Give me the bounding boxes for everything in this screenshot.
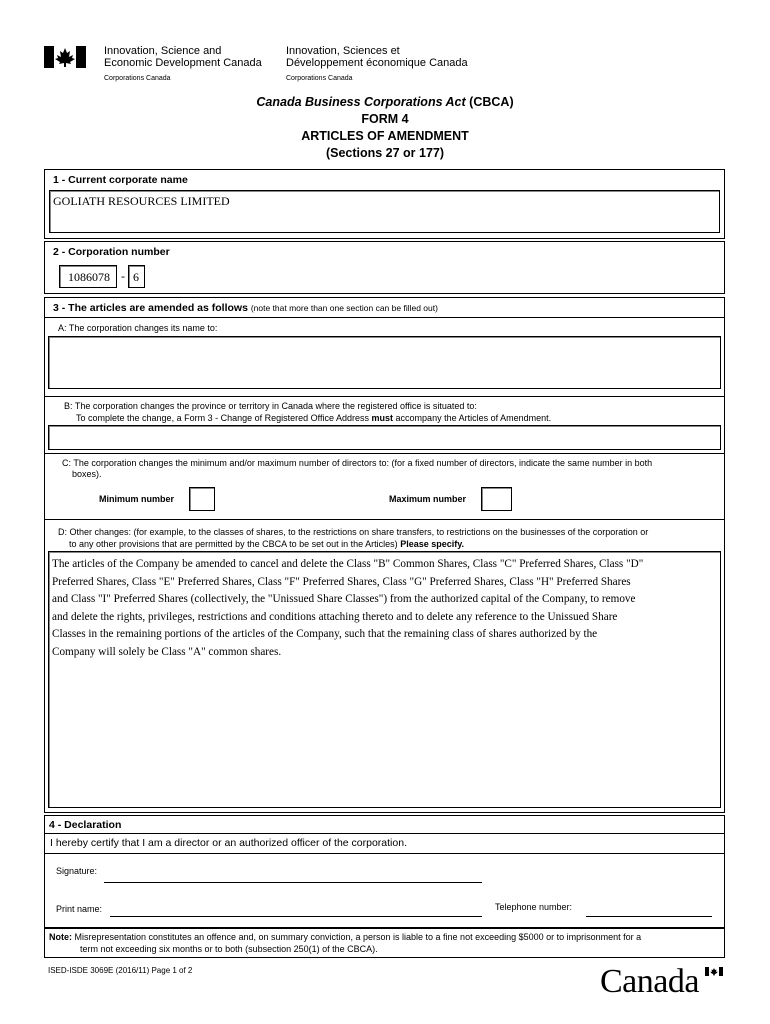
- province-field[interactable]: [48, 425, 721, 450]
- section4-heading: 4 - Declaration: [49, 819, 122, 831]
- dept-en-line2: Economic Development Canada: [104, 57, 262, 69]
- section3-heading: 3 - The articles are amended as follows: [53, 302, 248, 314]
- part-d-text-a: to any other provisions that are permitted by the CBCA to be set out in the Articles): [69, 539, 398, 549]
- act-abbr: (CBCA): [469, 95, 514, 109]
- check-digit-value: 6: [133, 270, 139, 284]
- signature-line[interactable]: [104, 882, 482, 883]
- note-text: Misrepresentation constitutes an offence and, on summary conviction, a person is liable to a fine not exceeding $5000 or to imprisonment for a: [74, 932, 642, 942]
- max-directors-label: Maximum number: [389, 494, 467, 504]
- other-changes-line: and delete the rights, privileges, restrictions and conditions attaching thereto and to delete any reference to the Unissued Share: [52, 610, 618, 623]
- form-number: FORM 4: [361, 112, 409, 126]
- divider: [44, 396, 725, 397]
- part-b-text-a: To complete the change, a Form 3 - Change of Registered Office Address: [76, 413, 369, 423]
- department-name-fr: [286, 45, 468, 85]
- department-name-en: [104, 45, 262, 85]
- part-d-label-line2: [69, 539, 464, 549]
- corp-number-dash: -: [121, 269, 125, 283]
- print-name-line[interactable]: [110, 916, 482, 917]
- other-changes-text: [52, 556, 643, 661]
- check-digit-field[interactable]: [128, 265, 145, 288]
- new-name-field[interactable]: [48, 336, 721, 389]
- divider: [44, 519, 725, 520]
- canada-flag-icon: [44, 46, 86, 68]
- form-name: ARTICLES OF AMENDMENT: [301, 129, 469, 143]
- other-changes-line: Classes in the remaining portions of the articles of the Company, such that the remaining class of shares authorized by the: [52, 628, 598, 640]
- note-line2: term not exceeding six months or to both (subsection 250(1) of the CBCA).: [80, 944, 378, 954]
- part-b-text-c: accompany the Articles of Amendment.: [395, 413, 552, 423]
- divider: [44, 453, 725, 454]
- dept-en-sub: Corporations Canada: [104, 75, 171, 82]
- part-d-label-line1: D: Other changes: (for example, to the classes of shares, to the restrictions on share transfers, to restrictions on the businesses of the corporation or: [58, 527, 649, 537]
- dept-fr-line2: Développement économique Canada: [286, 57, 468, 69]
- note-label: Note:: [49, 932, 72, 942]
- other-changes-line: The articles of the Company be amended to cancel and delete the Class "B" Common Shares, Class "C" Preferred Shares, Class "D": [52, 558, 644, 570]
- certify-statement: I hereby certify that I am a director or an authorized officer of the corporation.: [50, 837, 407, 849]
- section-declaration: [44, 815, 725, 928]
- canada-wordmark: Canada: [600, 963, 699, 1000]
- dept-fr-sub: Corporations Canada: [286, 75, 353, 82]
- section2-heading: 2 - Corporation number: [53, 246, 170, 258]
- dept-fr-line1: Innovation, Sciences et: [286, 45, 400, 57]
- part-c-label-line2: boxes).: [72, 469, 102, 479]
- section1-heading: 1 - Current corporate name: [53, 174, 188, 186]
- min-directors-field[interactable]: [189, 487, 215, 511]
- form-identifier: ISED-ISDE 3069E (2016/11) Page 1 of 2: [48, 966, 193, 975]
- part-c-label-line1: C: The corporation changes the minimum and/or maximum number of directors to: (for a fixed number of directors, indicate the same number in both: [62, 458, 653, 468]
- wordmark-flag-icon: [705, 967, 723, 976]
- form-title-act: [0, 94, 770, 110]
- corp-number-field[interactable]: [59, 265, 117, 288]
- other-changes-field[interactable]: [48, 551, 721, 808]
- other-changes-line: Preferred Shares, Class "E" Preferred Shares, Class "F" Preferred Shares, Class "G" Preferred Shares, Class "H" Preferred Shares: [52, 575, 631, 588]
- corp-number-value: 1086078: [68, 270, 110, 284]
- max-directors-field[interactable]: [481, 487, 512, 511]
- divider: [44, 833, 725, 834]
- part-b-label-line1: B: The corporation changes the province or territory in Canada where the registered office is situated to:: [64, 401, 477, 411]
- form-sections: (Sections 27 or 177): [325, 146, 445, 160]
- min-directors-label: Minimum number: [99, 494, 175, 504]
- divider: [44, 853, 725, 854]
- act-name: Canada Business Corporations Act: [256, 95, 466, 109]
- part-a-label: A: The corporation changes its name to:: [58, 323, 218, 333]
- note-line1: [49, 932, 641, 942]
- other-changes-line: and Class "I" Preferred Shares (collectively, the "Unissued Share Classes") from the authorized capital of the Company, to remove: [52, 593, 636, 605]
- part-b-label-line2: [76, 413, 551, 423]
- signature-label: Signature:: [56, 866, 98, 876]
- other-changes-line: Company will solely be Class "A" common shares.: [52, 645, 282, 658]
- divider: [44, 317, 725, 318]
- section3-heading-row: [53, 302, 438, 314]
- print-name-label: Print name:: [56, 904, 103, 914]
- part-d-please-specify: Please specify.: [400, 539, 465, 549]
- telephone-line[interactable]: [586, 916, 712, 917]
- telephone-label: Telephone number:: [495, 902, 573, 912]
- dept-en-line1: Innovation, Science and: [104, 45, 222, 57]
- section3-note: (note that more than one section can be filled out): [250, 303, 438, 313]
- part-b-text-must: must: [371, 413, 394, 423]
- current-name-value: GOLIATH RESOURCES LIMITED: [53, 194, 230, 208]
- current-name-field[interactable]: [49, 190, 720, 233]
